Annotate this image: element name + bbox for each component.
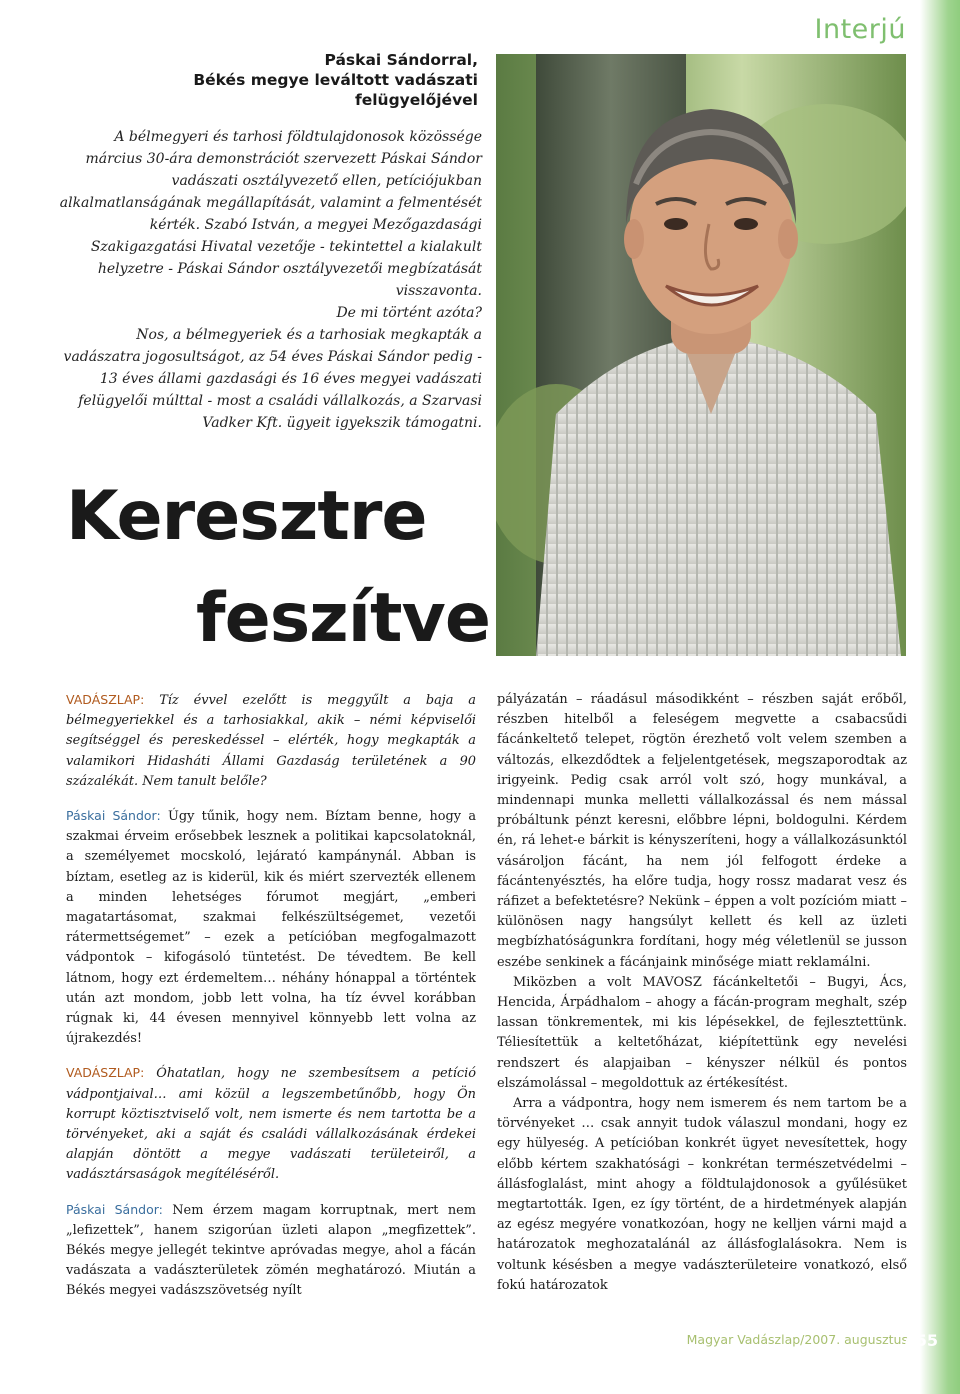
question-2 <box>66 1063 476 1185</box>
headline-line-1: Keresztre <box>66 477 427 556</box>
answer-2-paragraph-3: Arra a vádpontra, hogy nem ismerem és nem tartom be a törvényeket … csak annyit tudok válaszul mondani, hogy ez egy hülyeség. A petícióban konkrét ügyet nevesítettek, hogy előbb kértem szakhatósági – konkrétan természetvédelmi – állásfoglalást, mint ahogy a földtulajdonosok a gyűlésüket megtartották. Igen, ez így történt, de a hirdetmények alapján az egész megyére vonatkozóan, hogy ne kelljen várni majd a határozatok meghozatalánál az állásfoglalásokra. Nem is voltunk késésben a megye vadászterületeire vonatkozó, első fokú határozatok <box>497 1096 907 1293</box>
portrait-photo <box>496 54 906 656</box>
section-label: Interjú <box>814 14 906 45</box>
question-1 <box>66 690 476 792</box>
subtitle-line-2: Békés megye leváltott vadászati felügyelőjével <box>193 71 478 109</box>
speaker-paskai: Páskai Sándor: <box>66 808 161 824</box>
answer-2-continued: pályázatán – ráadásul másodikként – részben saját erőből, részben hitelből a feleségem megvette a csabacsűdi fácánkeltető telepet, rögtön érezhető volt velem szemben a változás, elkezdődtek a feljelentgetések, megszaporodtak az irigyeink. Pedig csak arról volt szó, hogy munkával, a mindennapi munka melletti vállalkozással és nem mással próbáltunk pénzt keresni, előbbre lépni, boldogulni. Kérdem én, rá lehet-e bárkit is kényszeríteni, hogy a vállalkozásunktól vásároljon fácánt, ha nem jól felfogott érdeke a fácántenyésztés, ha előre tudja, hogy rossz madarat vesz és ráfizet a befektetésre? Nekünk – éppen a volt pozícióm miatt – különösen nagy hangsúlyt kellett és kell az üzleti megbízhatóságunkra fordítani, hogy még véletlenül se jusson eszébe senkinek a fácánjaink minősége miatt reklamálni. <box>497 692 907 970</box>
answer-2-text: Nem érzem magam korruptnak, mert nem „lefizettek”, hanem szigorúan üzleti alapon „megfizettek”. Békés megye jellegét tekintve apróvadas megye, ahol a fácán vadászata a vadászterületek zömén meghatározó. Miután a Békés megyei vadászszövetség nyílt <box>66 1202 476 1299</box>
answer-1-text: Úgy tűnik, hogy nem. Bíztam benne, hogy a szakmai érveim erősebbek lesznek a politikai kapcsolatoknál, a személyemet mocskoló, lejárató kampánynál. Abban is bíztam, esetleg az is kiderül, kik és miért szervezték ellenem a minden lehetséges fórumot megjárt, „emberi magatartásomat, szakmai felkészültségemet, vezetői rátermettségemet” – ezek a petícióban megfogalmazott vádpontok – kifogásoló tüntetést. De tévedtem. Be kell látnom, hogy ezt érdemeltem… néhány hónappal a történtek után azt mondom, jobb lett volna, ha tíz évvel korábban rúgnak ki, 44 évesen mennyivel könnyebb lett volna az újrakezdés! <box>66 809 477 1047</box>
subtitle-line-1: Páskai Sándorral, <box>324 51 478 69</box>
speaker-paskai: Páskai Sándor: <box>66 1201 163 1217</box>
article-column-right <box>497 690 907 1296</box>
article-headline <box>60 466 490 670</box>
lead-text-1: A bélmegyeri és tarhosi földtulajdonosok közössége március 30-ára demonstrációt szervezett Páskai Sándor vadászati osztályvezető ellen, petíciójukban alkalmatlanságának megállapítását, valamint a felmentését kérték. Szabó István, a megyei Mezőgazdasági Szakigazgatási Hivatal vezetője - tekintettel a kialakult helyzetre - Páskai Sándor osztályvezetői megbízatását visszavonta. <box>59 129 482 299</box>
lead-text-3: Nos, a bélmegyeriek és a tarhosiak megkapták a vadászatra jogosultságot, az 54 éves Páskai Sándor pedig - 13 éves állami gazdasági és 16 éves megyei vadászati felügyelői múlttal - most a családi vállalkozás, a Szarvasi Vadker Kft. ügyeit igyekszik támogatni. <box>63 327 482 431</box>
lead-text-2: De mi történt azóta? <box>336 305 482 321</box>
question-1-text: Tíz évvel ezelőtt is meggyűlt a baja a bélmegyeriekkel és a tarhosiakkal, akik – némi képviselői segítséggel és pereskedéssel – elérték, hogy megkapták a valamikori Hidasháti Állami Gazdaság területének a 90 százalékát. Nem tanult belőle? <box>66 693 476 789</box>
side-color-stripe <box>920 0 960 1394</box>
speaker-vadaszlap: VADÁSZLAP: <box>66 692 145 707</box>
page-number: 455 <box>904 1331 938 1350</box>
magazine-footer: Magyar Vadászlap/2007. augusztus <box>686 1332 908 1347</box>
answer-2-paragraph-2: Miközben a volt MAVOSZ fácánkeltetői – Bugyi, Ács, Hencida, Árpádhalom – ahogy a fácán-program meghalt, szép lassan tönkrementek, mi kis lépésekkel, de fejlesztettünk. Téliesítettük a keltetőházat, kiépítettünk egy nevelési rendszert és alapjaiban – kényszer nélkül és pontos elszámolással – megoldottuk az értékesítést. <box>497 974 907 1091</box>
speaker-vadaszlap: VADÁSZLAP: <box>66 1065 145 1081</box>
interview-subtitle <box>100 50 478 110</box>
answer-1 <box>66 806 476 1049</box>
question-2-text: Óhatatlan, hogy ne szembesítsem a petíció vádpontjaival… ami közül a legszembetűnőbb, hogy Ön korrupt köztisztviselő volt, nem ismerte és nem tartotta be a törvényeket, aki a saját és családi vállalkozásának érdekei alapján döntött a megye vadászati területeiről, a vadásztársaságok megítéléséről. <box>66 1066 476 1183</box>
article-column-left <box>66 690 476 1302</box>
portrait-image <box>496 54 906 656</box>
answer-2 <box>66 1200 476 1302</box>
lead-paragraph <box>58 126 482 434</box>
headline-line-2: feszítve <box>195 579 490 658</box>
